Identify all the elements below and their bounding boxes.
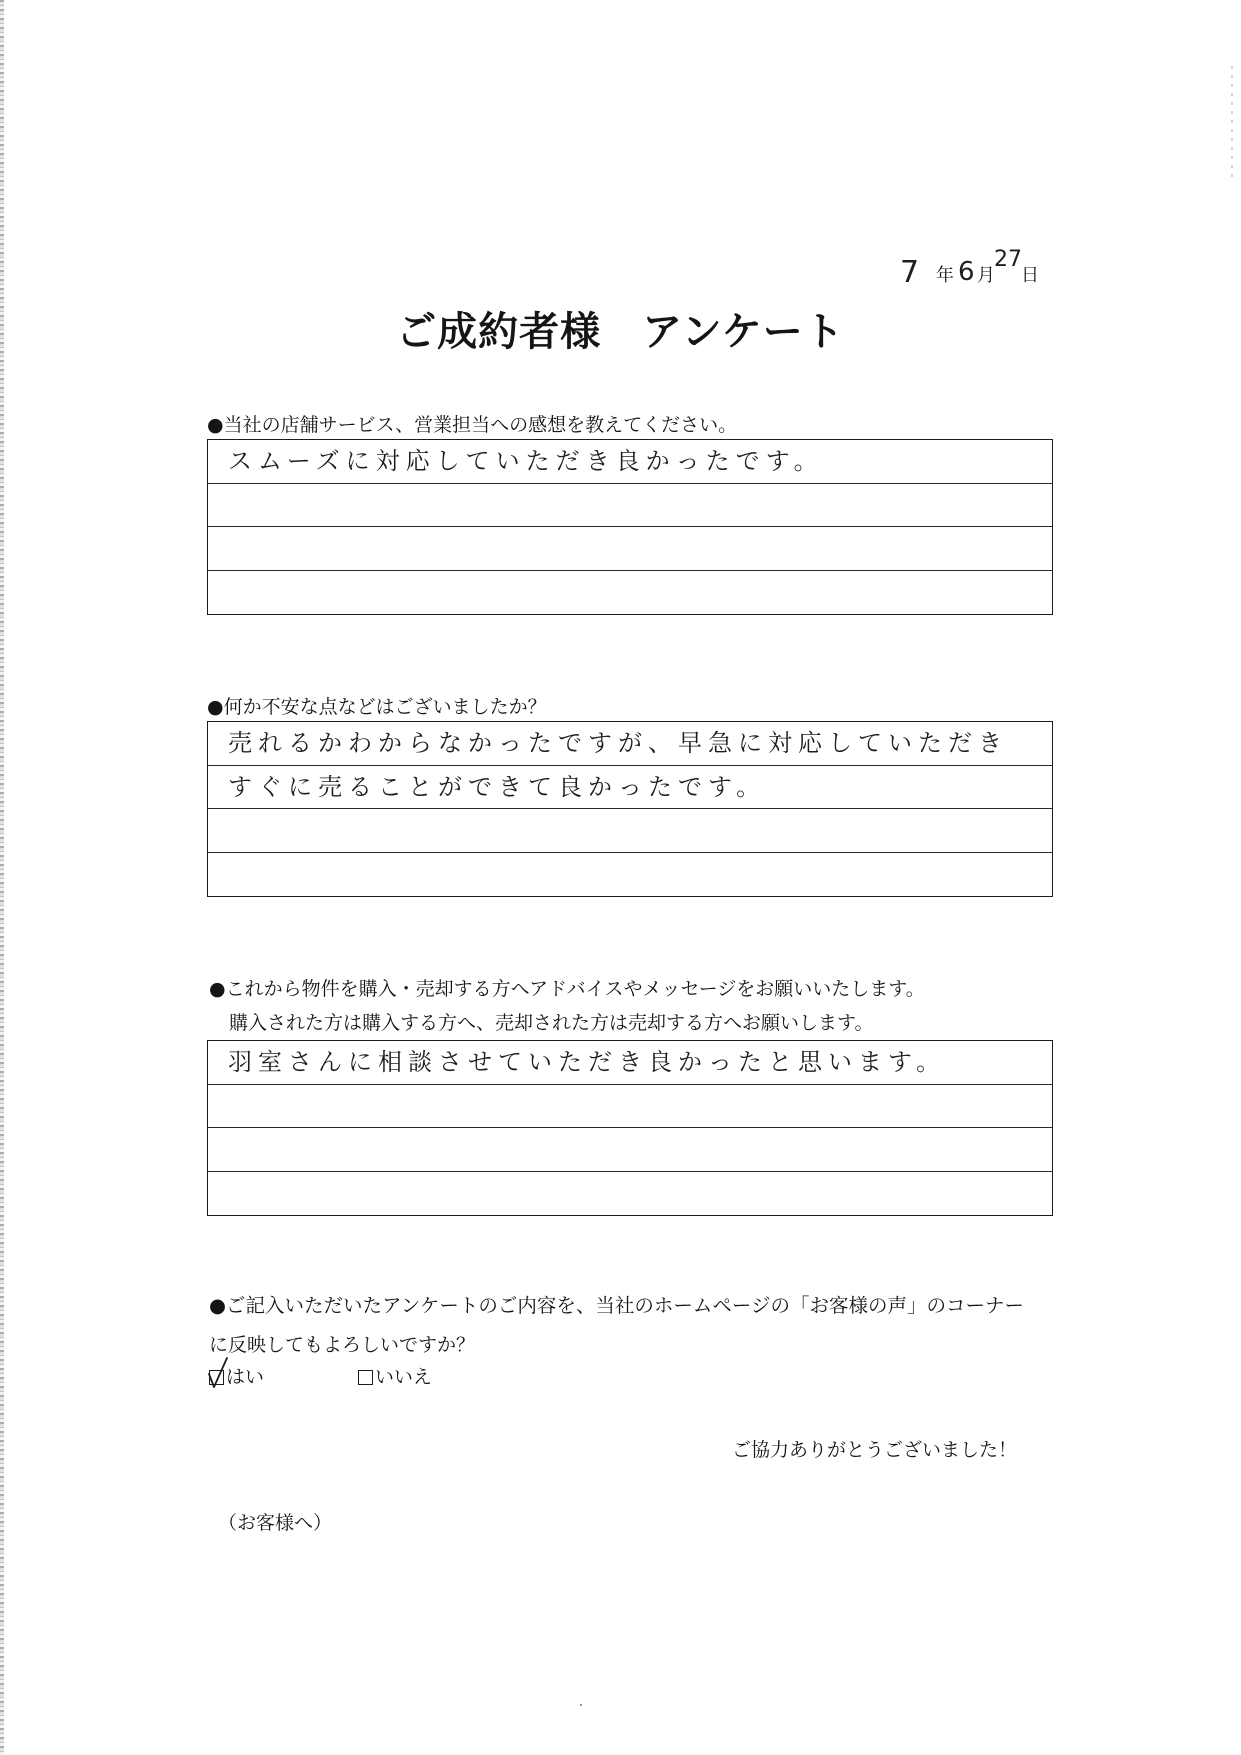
answer-row <box>208 1172 1052 1216</box>
survey-date <box>0 0 1241 300</box>
answer-row <box>208 440 1052 484</box>
date-day-label: 日 <box>1021 265 1039 286</box>
checkbox-yes[interactable] <box>209 1370 224 1385</box>
answer-box-1 <box>207 439 1053 615</box>
thanks-message: ご協力ありがとうございました！ <box>732 1439 1018 1461</box>
answer-row <box>208 571 1052 615</box>
answer-row <box>208 809 1052 853</box>
date-year-label: 年 <box>936 265 954 286</box>
answer-row <box>208 1085 1052 1129</box>
option-label-no: いいえ <box>375 1366 433 1388</box>
answer-row <box>208 853 1052 897</box>
answer-1-line-1: スムーズに対応していただき良かったです。 <box>228 447 824 475</box>
survey-title: ご成約者様 アンケート <box>396 309 845 355</box>
check-mark-icon <box>207 1357 231 1389</box>
question-1-prompt: ●当社の店舗サービス、営業担当への感想を教えてください。 <box>207 414 738 436</box>
scan-speck <box>580 1704 582 1706</box>
question-3-note: 購入された方は購入する方へ、売却された方は売却する方へお願いします。 <box>229 1012 874 1034</box>
answer-row <box>208 1128 1052 1172</box>
date-month-label: 月 <box>977 265 995 286</box>
consent-option-yes <box>209 1366 264 1388</box>
answer-row <box>208 766 1052 810</box>
answer-row <box>208 527 1052 571</box>
consent-prompt-line-2: に反映してもよろしいですか？ <box>209 1334 476 1356</box>
answer-3-line-1: 羽室さんに相談させていただき良かったと思います。 <box>228 1048 947 1076</box>
answer-box-2 <box>207 721 1053 897</box>
date-year: 7 <box>900 255 920 290</box>
consent-prompt-line-1: ●ご記入いただいたアンケートのご内容を、当社のホームページの「お客様の声」のコーナー <box>209 1294 1024 1317</box>
answer-row <box>208 484 1052 528</box>
checkbox-no[interactable] <box>358 1370 373 1385</box>
answer-2-line-1: 売れるかわからなかったですが、早急に対応していただき <box>228 729 1008 757</box>
question-3-prompt: ●これから物件を購入・売却する方へアドバイスやメッセージをお願いいたします。 <box>209 978 925 1000</box>
answer-row <box>208 722 1052 766</box>
question-2-prompt: ●何か不安な点などはございましたか？ <box>207 696 547 718</box>
consent-option-no <box>358 1366 432 1388</box>
footer-note: （お客様へ） <box>218 1512 333 1534</box>
option-label-yes: はい <box>226 1366 265 1388</box>
date-day: 27 <box>994 247 1022 272</box>
answer-row <box>208 1041 1052 1085</box>
answer-box-3 <box>207 1040 1053 1216</box>
answer-2-line-2: すぐに売ることができて良かったです。 <box>228 772 767 801</box>
date-month: 6 <box>958 257 975 287</box>
